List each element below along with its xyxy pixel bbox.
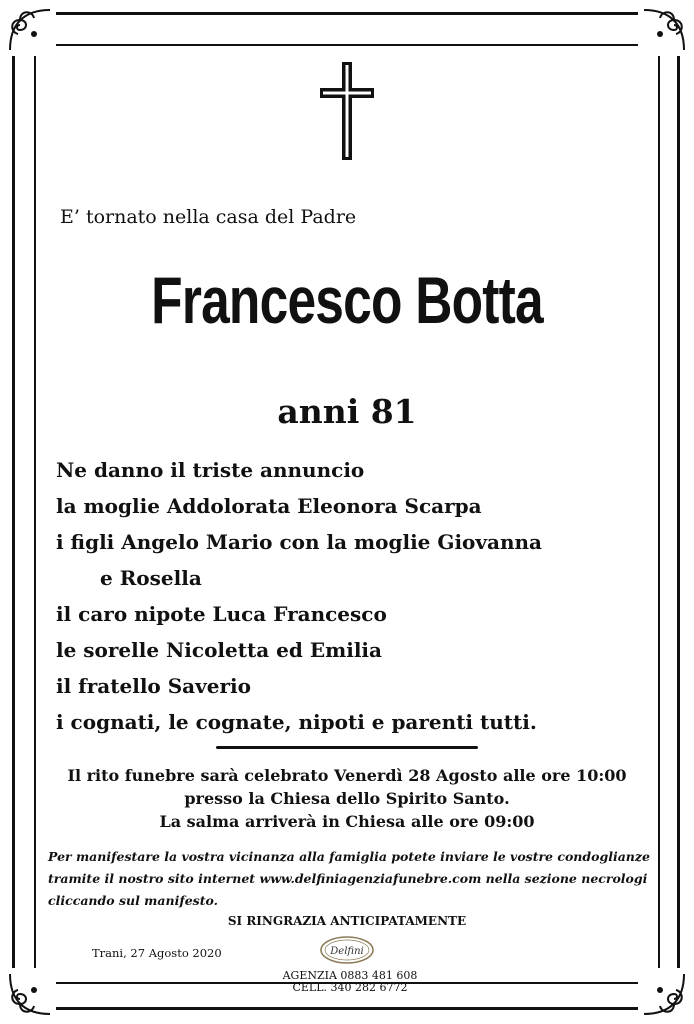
rite-line: Il rito funebre sarà celebrato Venerdì 28 Agosto alle ore 10:00 — [67, 766, 627, 785]
announcement-line: il fratello Saverio — [56, 674, 251, 698]
condolence-line: cliccando sul manifesto. — [48, 893, 218, 908]
agency-contacts — [270, 970, 430, 994]
announcement-line: e Rosella — [100, 566, 202, 590]
agency-phone: AGENZIA 0883 481 608 — [282, 969, 418, 982]
ornament-corner-icon — [638, 968, 690, 1020]
place-date: Trani, 27 Agosto 2020 — [92, 946, 222, 960]
announcement-line: il caro nipote Luca Francesco — [56, 602, 387, 626]
announcement-block — [56, 452, 542, 740]
announcement-line: Ne danno il triste annuncio — [56, 458, 365, 482]
announcement-line: la moglie Addolorata Eleonora Scarpa — [56, 494, 482, 518]
condolence-line: Per manifestare la vostra vicinanza alla famiglia potete inviare le vostre condoglianze — [48, 849, 650, 864]
rite-block — [0, 764, 694, 833]
thanks-text: SI RINGRAZIA ANTICIPATAMENTE — [227, 914, 467, 928]
condolence-block — [48, 846, 658, 912]
ornament-corner-icon — [638, 4, 690, 56]
deceased-age: anni 81 — [277, 392, 417, 431]
ornament-corner-icon — [4, 4, 56, 56]
divider — [216, 746, 478, 749]
rite-line: La salma arriverà in Chiesa alle ore 09:00 — [159, 812, 535, 831]
agency-logo-text: Delfini — [330, 946, 364, 957]
announcement-line: i figli Angelo Mario con la moglie Giovanna — [56, 530, 542, 554]
rite-line: presso la Chiesa dello Spirito Santo. — [184, 789, 510, 808]
cross-icon — [318, 60, 376, 162]
ornament-corner-icon — [4, 968, 56, 1020]
intro-text: E’ tornato nella casa del Padre — [60, 206, 357, 228]
announcement-line: i cognati, le cognate, nipoti e parenti tutti. — [56, 710, 537, 734]
deceased-name: Francesco Botta — [151, 263, 543, 337]
announcement-line: le sorelle Nicoletta ed Emilia — [56, 638, 382, 662]
condolence-line: tramite il nostro sito internet www.delfiniagenziafunebre.com nella sezione necrologi — [48, 871, 648, 886]
agency-cell: CELL. 340 282 6772 — [292, 981, 408, 994]
agency-logo — [319, 935, 375, 965]
